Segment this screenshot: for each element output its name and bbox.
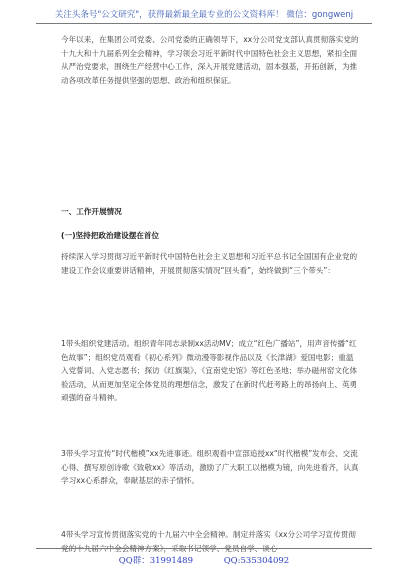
page-footer: [0, 554, 408, 566]
footer-qq: QQ:535304092: [223, 556, 290, 566]
intro-paragraph: 今年以来，在集团公司党委、公司党委的正确领导下，xx分公司党支部认真贯彻落实党的十九大和十九届系列全会精神，学习领会习近平新时代中国特色社会主义思想，紧扣全面从严治党要求，围绕生产经营中心工作，深入开展党建活动，固本强基，开拓创新，为推动各项改革任务提供坚强的思想、政治和组织保证。: [61, 35, 359, 85]
footer-divider: [36, 548, 372, 549]
body-paragraph-model: 3带头学习宣传“时代楷模”xx先进事迹。组织观看中宣部追授xx“时代楷模”发布会、交流心得、撰写原创诗歌《致敬xx》等活动，激励了广大职工以楷模为镜，向先进看齐，认真学习xx心系群众，奉献基层的赤子情怀。: [61, 449, 359, 485]
body-paragraph-activities: 1带头组织党建活动。组织青年同志录制xx活动MV；成立“红色广播站”，用声音传播“红色故事”；组织党员观看《初心系列》微动漫等影视作品以及《长津湖》爱国电影；重温入党誓词、入党志愿书；探访《红旗渠》、《宜南党史馆》等红色圣地；举办磁州窑文化体验活动，从而更加坚定全体党员的理想信念，激发了在新时代赶考路上的昂扬向上、英勇顽强的奋斗精神。: [61, 339, 358, 402]
footer-qq-group: QQ群：31991489: [118, 556, 193, 566]
header-promo-text: 关注头条号"公文研究"，获得最新最全最专业的公文资料库！ 微信：gongwenj: [54, 10, 354, 20]
section-heading: 一、工作开展情况: [61, 207, 122, 216]
body-paragraph-study: 持续深入学习贯彻习近平新时代中国特色社会主义思想和习近平总书记全国国有企业党的建设工作会议重要讲话精神，开展贯彻落实情况“回头看”，始终做到“三个带头”：: [61, 252, 358, 275]
subsection-heading: (一)坚持把政治建设摆在首位: [61, 231, 160, 240]
page-header: [0, 0, 408, 26]
header-divider: [36, 23, 372, 24]
document-body: [61, 33, 361, 553]
body-paragraph-plenary: 4带头学习宣传贯彻落实党的十九届六中全会精神。制定并落实《xx分公司学习宣传贯彻党的十九届六中全会精神方案》，采取书记领学、党员自学、谈心: [61, 530, 356, 553]
